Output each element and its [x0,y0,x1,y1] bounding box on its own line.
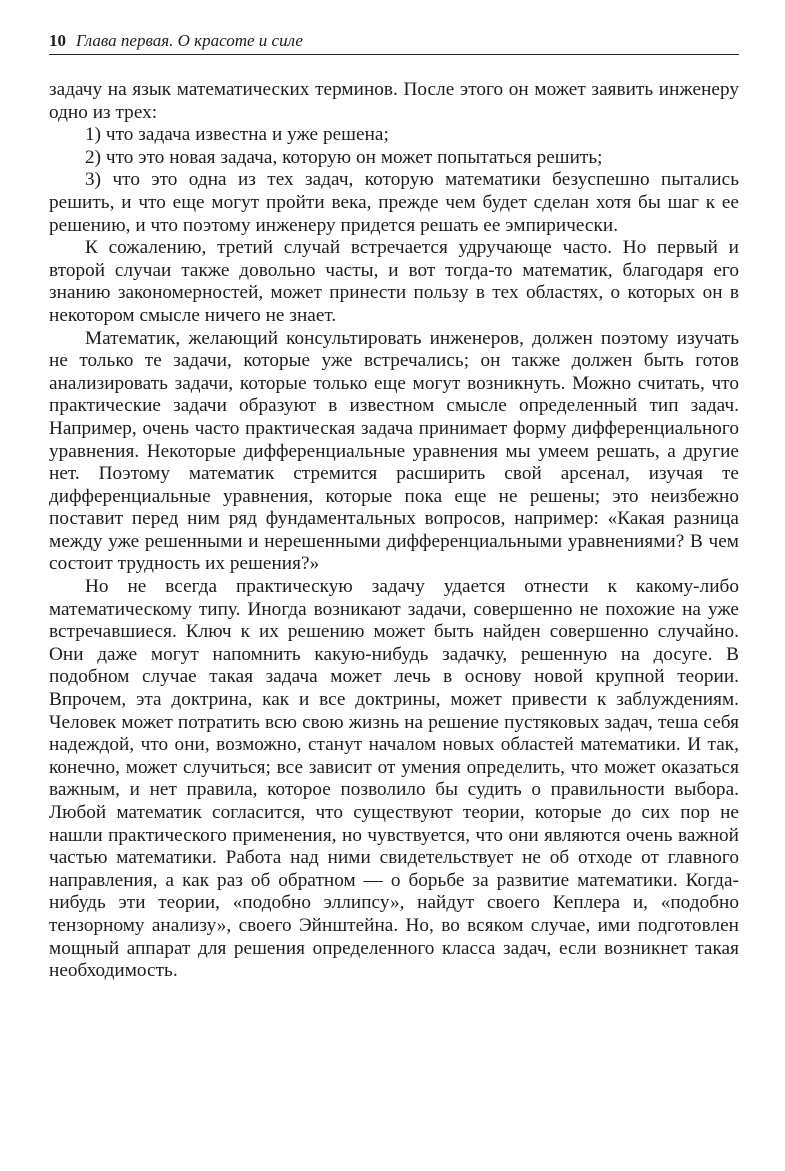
paragraph-continuation: задачу на язык математических терминов. После этого он может заявить инженеру одно из трех: [49,79,739,123]
list-item-3: 3) что это одна из тех задач, которую математики безуспешно пытались решить, и что еще могут пройти века, прежде чем будет сделан хотя бы шаг к ее решению, и что поэтому инженеру придется решать ее эмпирически. [49,169,739,236]
paragraph: Но не всегда практическую задачу удается отнести к какому-либо математическому типу. Иногда возникают задачи, совершенно не похожие на уже встречавшиеся. Ключ к их решению может быть найден совершенно случайно. Они даже могут напомнить какую-нибудь задачку, решенную на досуге. В подобном случае такая задача может лечь в основу новой крупной теории. Впрочем, эта доктрина, как и все доктрины, может привести к заблуждениям. Человек может потратить всю свою жизнь на решение пустяковых задач, теша себя надеждой, что они, возможно, станут началом новых областей математики. И так, конечно, может случиться; все зависит от умения определить, что может оказаться важным, и нет правила, которое позволило бы судить о правильности выбора. Любой математик согласится, что существуют теории, которые до сих пор не нашли практического применения, но чувствуется, что они являются очень важной частью математики. Работа над ними свидетельствует не об отходе от главного направления, а как раз об обратном — о борьбе за развитие математики. Когда-нибудь эти теории, «подобно эллипсу», найдут своего Кеплера и, «подобно тензорному анализу», своего Эйнштейна. Но, во всяком случае, ими подготовлен мощный аппарат для решения определенного класса задач, если возникнет такая необходимость. [49,576,739,982]
list-item-1: 1) что задача известна и уже решена; [85,124,389,146]
paragraph: К сожалению, третий случай встречается удручающе часто. Но первый и второй случаи также довольно часты, и вот тогда-то математик, благодаря его знанию закономерностей, может принести пользу в тех областях, о которых он в некотором смысле ничего не знает. [49,237,739,326]
running-head [49,30,739,55]
running-title: Глава первая. О красоте и силе [76,31,303,50]
paragraph: Математик, желающий консультировать инженеров, должен поэтому изучать не только те задачи, которые уже встречались; он также должен быть готов анализировать задачи, которые только еще могут возникнуть. Можно считать, что практические задачи образуют в известном смысле определенный тип задач. Например, очень часто практическая задача принимает форму дифференциального уравнения. Некоторые дифференциальные уравнения мы умеем решать, а другие нет. Поэтому математик стремится расширить свой арсенал, изучая те дифференциальные уравнения, которые пока еще не решены; это неизбежно поставит перед ним ряд фундаментальных вопросов, например: «Какая разница между уже решенными и нерешенными дифференциальными уравнениями? В чем состоит трудность их решения?» [49,327,739,575]
page-number: 10 [49,31,66,50]
body-text [49,79,739,983]
book-page [49,30,739,983]
list-item-2: 2) что это новая задача, которую он может попытаться решить; [85,146,603,168]
